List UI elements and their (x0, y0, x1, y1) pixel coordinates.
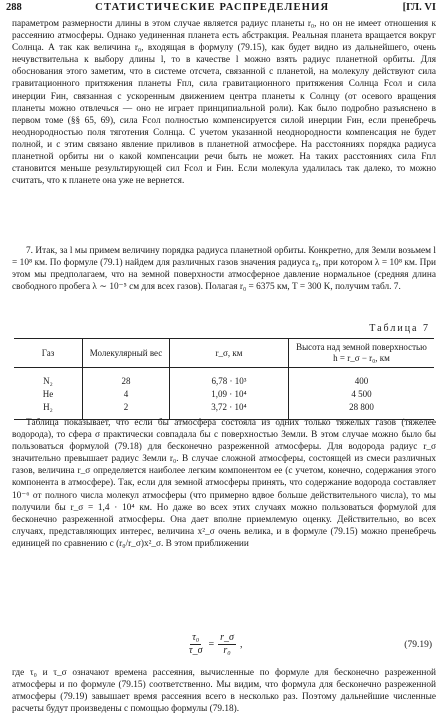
formula-equals: = (208, 639, 215, 650)
table-cell: 4 (83, 388, 170, 401)
table-cell: 1,09 · 10⁴ (170, 388, 289, 401)
table-cell: 3,72 · 10⁴ (170, 401, 289, 420)
table-cell: H₂ (14, 401, 83, 420)
paragraph-1: параметром размерности длины в этом случае является радиус планеты r₀, но он не имеет отношения к рассеянию атмосферы. Однако уединенная планета есть абстракция. Реальная планета вращается вокруг Солнца. А так как величина r₀, входящая в формулу (79.15), как будет видно из дальнейшего, очень нечувствительна к выбору длины l, то в качестве l можно взять радиус планетной орбиты. Для обоснования этого заметим, что в системе отсчета, связанной с планетой, на молекулу действуют сила гравитационного притяжения планеты Fпл, сила гравитационного притяжения Солнца Fсол и сила инерции Fин, связанная с ускоренным движением центра планеты к Солнцу (от осевого вращения планеты можно отвлечься — оно не играет принципиальной роли). Как было подробно разъяснено в первом томе (§§ 65, 69), сила Fсол полностью компенсируется силой инерции Fин, если пренебречь неоднородностью поля тяготения Солнца. С учетом указанной неоднородности компенсация не будет полной, и с этим связано явление приливов в планетной атмосфере. На расстояниях порядка радиуса планетной орбиты ни о какой компенсации речи быть не может. На таких расстояниях сила Fпл становится меньше результирующей сил Fсол и Fин. Если молекула удалилась так далеко, то можно считать, что к планете она уже не вернется. (12, 19, 436, 187)
table-cell: N₂ (43, 376, 53, 386)
formula-rhs-numerator: r_σ (220, 632, 234, 643)
formula-lhs-denominator: τ_σ (189, 645, 203, 656)
table-cell: 28 800 (289, 401, 435, 420)
formula-comma: , (239, 639, 243, 650)
page-number: 288 (6, 2, 22, 13)
chapter-label: [ГЛ. VI (402, 2, 436, 13)
running-title: СТАТИСТИЧЕСКИЕ РАСПРЕДЕЛЕНИЯ (95, 2, 330, 13)
column-header: Молекулярный вес (83, 339, 170, 368)
display-formula (12, 630, 436, 664)
formula-body (187, 632, 242, 657)
table-cell: 4 500 (289, 388, 435, 401)
table-cell: 6,78 · 10³ (170, 368, 289, 389)
formula-lhs-numerator: τ₀ (192, 632, 200, 643)
running-header (6, 2, 436, 16)
table-header-row (14, 339, 434, 368)
equation-number: (79.19) (404, 640, 432, 650)
formula-rhs-denominator: r₀ (223, 645, 231, 656)
table-cell: 28 (83, 368, 170, 389)
table-row (14, 388, 434, 401)
formula-rhs-fraction (218, 632, 236, 657)
column-header: Газ (14, 339, 83, 368)
paragraph-4: где τ₀ и τ_σ означают времена рассеяния, вычисленные по формуле для бесконечно разреженной атмосферы и по формуле (79.15) соответственно. Мы видим, что формула для бесконечно разреженной атмосферы (79.19) завышает время рассеяния всего в несколько раз. Поэтому дальнейшие численные расчеты будут произведены с помощью формулы (79.18). (12, 668, 436, 715)
data-table (14, 338, 434, 420)
paragraph-2: 7. Итак, за l мы примем величину порядка радиуса планетной орбиты. Конкретно, для Земли возьмем l = 10⁸ км. По формуле (79.1) найдем для различных газов значения радиуса r₀, при котором λ = 10⁸ км. При этом мы предполагаем, что на земной поверхности атмосферное давление нормальное (средняя длина свободного пробега λ ∼ 10⁻⁵ см для всех газов). Полагая r₀ = 6375 км, T = 300 K, получим табл. 7. (12, 246, 436, 293)
table-caption: Таблица 7 (369, 323, 430, 334)
paragraph-3: Таблица показывает, что если бы атмосфера состояла из одних только тяжелых газов (тяжелее водорода), то сфера σ практически совпадала бы с поверхностью Земли. В этом случае можно было бы пользоваться формулой (79.18) для бесконечно разреженной атмосферы. Для водорода радиус r_σ значительно превышает радиус Земли r₀. В случае сложной атмосферы, состоящей из смеси различных газов, величина r_σ определяется наиболее легким компонентом ее (с учетом, конечно, содержания этого компонента в атмосфере). Так, если для земной атмосферы принять, что содержание водорода составляет 10⁻⁶ от полного числа молекул атмосферы (что примерно вдвое больше действительного числа), то мы получили бы r_σ = 1,4 · 10⁴ км. Но даже во всех этих случаях можно пользоваться формулой для бесконечно разреженной атмосферы. Она дает вполне приемлемую оценку. Действительно, во всех случаях, представляющих интерес, величина x²_σ очень велика, и в формуле (79.15) можно пренебречь единицей по сравнению с (r₀/r_σ)x²_σ. В этом приближении (12, 418, 436, 549)
column-header: r_σ, км (170, 339, 289, 368)
table-row (14, 368, 434, 389)
table-cell: He (42, 389, 54, 399)
table-cell: 400 (289, 368, 435, 389)
table-cell: 2 (83, 401, 170, 420)
formula-lhs-fraction (187, 632, 205, 657)
column-header: Высота над земной поверхностью h = r_σ − r₀, км (289, 339, 435, 368)
